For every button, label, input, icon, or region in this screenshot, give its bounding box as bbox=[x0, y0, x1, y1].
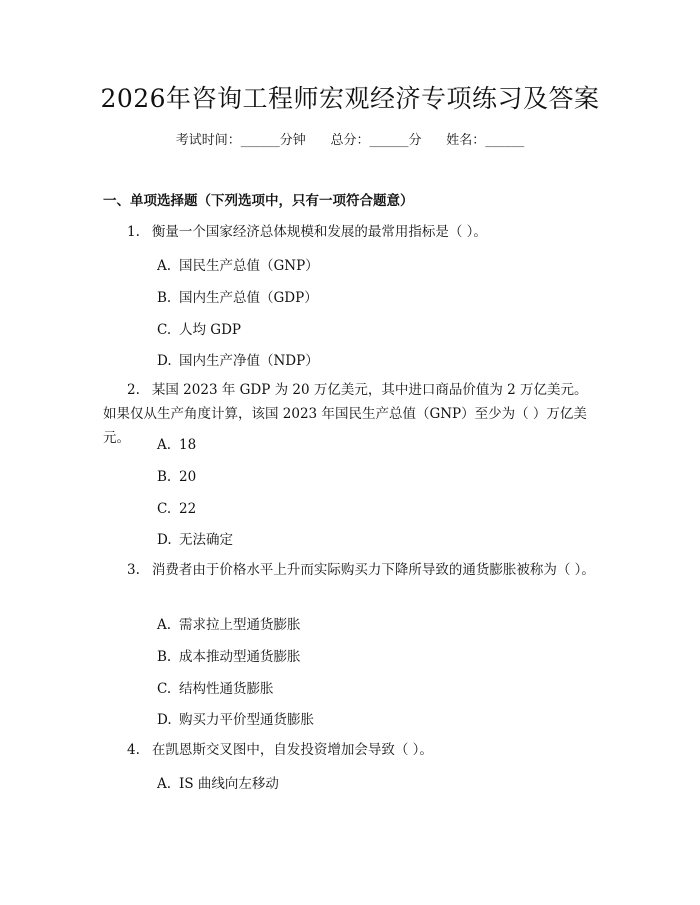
option-3a bbox=[157, 615, 301, 635]
section-heading: 一、单项选择题（下列选项中，只有一项符合题意） bbox=[103, 193, 414, 209]
option-1d bbox=[157, 351, 319, 371]
option-2a bbox=[157, 435, 196, 455]
option-letter: A. bbox=[157, 617, 172, 633]
exam-info-line: 考试时间：______分钟 总分：______分 姓名：______ bbox=[175, 133, 525, 148]
option-2d bbox=[157, 530, 233, 550]
document-title: 2026年咨询工程师宏观经济专项练习及答案 bbox=[100, 84, 600, 113]
option-letter: C. bbox=[157, 322, 172, 338]
option-text: 20 bbox=[179, 469, 197, 485]
option-letter: A. bbox=[157, 258, 172, 274]
option-text: 购买力平价型通货膨胀 bbox=[179, 712, 314, 728]
question-number: 1. bbox=[127, 224, 140, 240]
option-letter: D. bbox=[157, 532, 172, 548]
option-letter: C. bbox=[157, 501, 172, 517]
question-text: 衡量一个国家经济总体规模和发展的最常用指标是（ ）。 bbox=[151, 224, 487, 240]
option-text: 人均 GDP bbox=[179, 322, 241, 338]
question-1 bbox=[103, 220, 601, 244]
option-1a bbox=[157, 256, 319, 276]
option-text: 国民生产总值（GNP） bbox=[179, 258, 319, 274]
question-number: 2. bbox=[127, 382, 140, 398]
option-text: 国内生产净值（NDP） bbox=[179, 353, 319, 369]
option-letter: C. bbox=[157, 681, 172, 697]
option-text: 成本推动型通货膨胀 bbox=[179, 649, 301, 665]
option-letter: D. bbox=[157, 712, 172, 728]
option-letter: B. bbox=[157, 649, 172, 665]
question-number: 4. bbox=[127, 742, 140, 758]
question-text: 在凯恩斯交叉图中，自发投资增加会导致（ ）。 bbox=[151, 742, 433, 758]
option-letter: B. bbox=[157, 469, 172, 485]
option-3d bbox=[157, 710, 314, 730]
option-text: 国内生产总值（GDP） bbox=[179, 290, 318, 306]
option-letter: A. bbox=[157, 776, 172, 792]
option-text: 无法确定 bbox=[179, 532, 233, 548]
option-2c bbox=[157, 499, 196, 519]
option-text: 18 bbox=[179, 437, 197, 453]
option-letter: A. bbox=[157, 437, 172, 453]
option-4a bbox=[157, 774, 279, 794]
option-2b bbox=[157, 467, 196, 487]
question-text: 消费者由于价格水平上升而实际购买力下降所导致的通货膨胀被称为（ ）。 bbox=[151, 562, 595, 578]
question-text: 某国 2023 年 GDP 为 20 万亿美元，其中进口商品价值为 2 万亿美元。如果仅从生产角度计算，该国 2023 年国民生产总值（GNP）至少为（ ）万亿美元。 bbox=[103, 382, 588, 446]
option-1c bbox=[157, 320, 241, 340]
option-1b bbox=[157, 288, 318, 308]
option-3b bbox=[157, 647, 301, 667]
option-letter: D. bbox=[157, 353, 172, 369]
question-3 bbox=[103, 558, 601, 582]
option-text: 需求拉上型通货膨胀 bbox=[179, 617, 301, 633]
option-3c bbox=[157, 679, 274, 699]
question-number: 3. bbox=[127, 562, 140, 578]
option-text: 22 bbox=[179, 501, 197, 517]
option-text: IS 曲线向左移动 bbox=[179, 776, 279, 792]
question-4 bbox=[103, 738, 601, 762]
option-letter: B. bbox=[157, 290, 172, 306]
option-text: 结构性通货膨胀 bbox=[179, 681, 274, 697]
